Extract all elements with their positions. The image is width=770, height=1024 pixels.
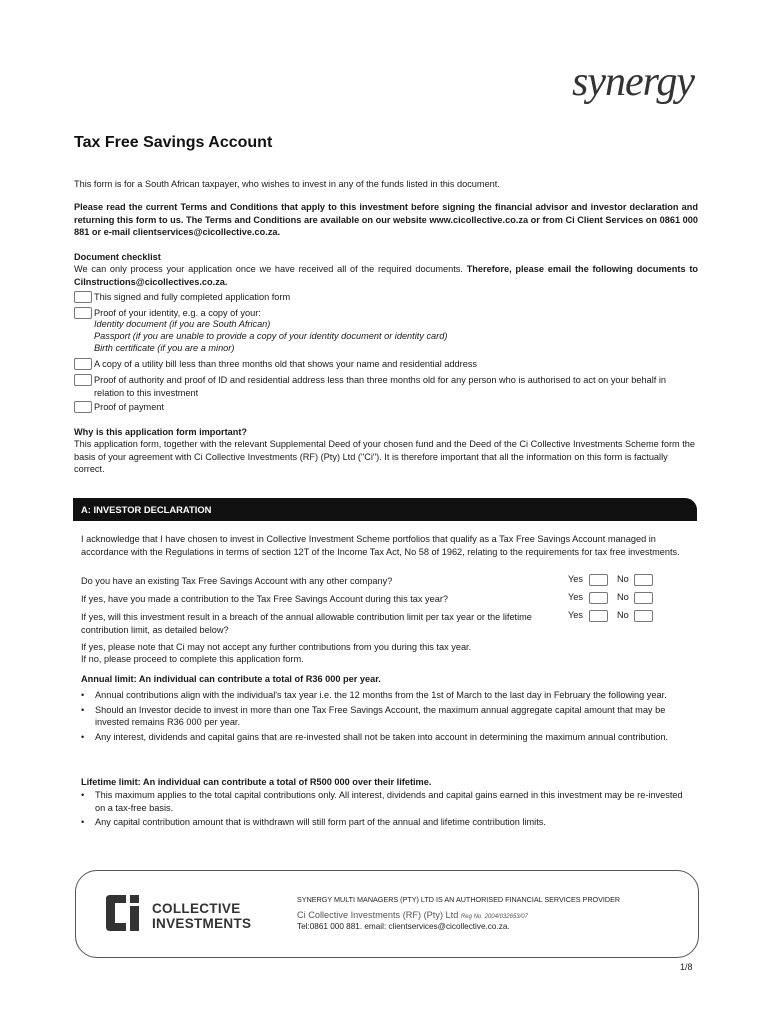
footer-company-line: Ci Collective Investments (RF) (Pty) Ltd Reg No. 2004/032653/07 [297,910,528,920]
page-number: 1/8 [680,962,693,972]
question-breach: If yes, will this investment result in a breach of the annual allowable contribution limit per tax year or the lifetime contribution limit, as detailed below? [81,612,532,635]
checklist-item: This signed and fully completed application form [94,292,291,302]
yes-checkbox-q3[interactable] [589,610,608,622]
page-title: Tax Free Savings Account [74,134,273,151]
section-a-title: A: INVESTOR DECLARATION [81,504,212,515]
yes-label: Yes [568,574,583,584]
checkbox-proof-of-identity[interactable] [74,307,92,319]
section-a-header [73,498,697,521]
no-label: No [617,610,629,620]
why-heading: Why is this application form important? [74,427,248,437]
annual-limit-heading: Annual limit: An individual can contribute a total of R36 000 per year. [81,674,381,684]
checkbox-proof-of-payment[interactable] [74,401,92,413]
checklist-item: Proof of payment [94,402,164,412]
checklist-item: A copy of a utility bill less than three months old that shows your name and residential address [94,359,478,369]
synergy-logo: synergy [572,59,695,105]
yes-label: Yes [568,592,583,602]
no-checkbox-q1[interactable] [634,574,653,586]
intro-text: This form is for a South African taxpayer, who wishes to invest in any of the funds listed in this document. [74,179,500,189]
checklist-heading: Document checklist [74,252,161,262]
list-item: • This maximum applies to the total capital contributions only. All interest, dividends and capital gains earned in this investment may be re-invested on a tax-free basis. [81,789,691,814]
list-item: • Any interest, dividends and capital gains that are re-invested shall not be taken into account in determining the maximum annual contribution. [81,731,681,744]
note-yes: If yes, please note that Ci may not accept any further contributions from you during this tax year. [81,642,472,652]
declaration-ack: I acknowledge that I have chosen to invest in Collective Investment Scheme portfolios that qualify as a Tax Free Savings Account managed in accordance with the Regulations in terms of section 12T of the Income Tax Act, No 58 of 1962, relating to the requirements for tax free investments. [81,534,680,557]
footer-contact-line: Tel:0861 000 881. email: clientservices@cicollective.co.za. [297,922,510,931]
no-label: No [617,592,629,602]
footer-fsp-line: SYNERGY MULTI MANAGERS (PTY) LTD IS AN AUTHORISED FINANCIAL SERVICES PROVIDER [297,895,621,904]
yes-label: Yes [568,610,583,620]
ci-logo-icon [104,893,148,933]
yes-checkbox-q2[interactable] [589,592,608,604]
checklist-subitem: Birth certificate (if you are a minor) [94,343,235,353]
list-item: • Should an Investor decide to invest in more than one Tax Free Savings Account, the maximum annual aggregate capital amount that may be invested remains R36 000 per year. [81,704,681,729]
checkbox-proof-of-authority[interactable] [74,374,92,386]
checklist-subitem: Identity document (if you are South African) [94,319,271,329]
no-label: No [617,574,629,584]
why-body: This application form, together with the relevant Supplemental Deed of your chosen fund and the Deed of the Ci Collective Investments Scheme form the basis of your agreement with Ci Collective Investments (RF) (Pty) Ltd ("Ci"). It is therefore important that all the information on this form is factually correct. [74,439,696,474]
lifetime-limit-list [81,789,691,831]
question-contribution: If yes, have you made a contribution to the Tax Free Savings Account during this tax year? [81,594,449,604]
terms-text: Please read the current Terms and Conditions that apply to this investment before signing the financial advisor and investor declaration and returning this form to us. The Terms and Conditions are available on our website www.cicollective.co.za or from Ci Client Services on 0861 000 881 or e-mail clientservices@cicollective.co.za. [74,202,698,237]
annual-limit-list [81,689,681,745]
checklist-item: Proof of your identity, e.g. a copy of your: [94,308,261,318]
no-checkbox-q3[interactable] [634,610,653,622]
checklist-subitem: Passport (if you are unable to provide a copy of your identity document or identity card) [94,331,448,341]
ci-brand-text: COLLECTIVE INVESTMENTS [152,901,252,931]
checklist-lead: We can only process your application once we have received all of the required documents. Therefore, please email the following documents to CiInstructions@cicollectives.co.za. [74,264,698,287]
note-no: If no, please proceed to complete this application form. [81,654,304,664]
checkbox-utility-bill[interactable] [74,358,92,370]
no-checkbox-q2[interactable] [634,592,653,604]
question-existing-account: Do you have an existing Tax Free Savings Account with any other company? [81,576,393,586]
yes-checkbox-q1[interactable] [589,574,608,586]
checkbox-application-form[interactable] [74,291,92,303]
list-item: • Any capital contribution amount that is withdrawn will still form part of the annual and lifetime contribution limits. [81,816,691,829]
lifetime-limit-heading: Lifetime limit: An individual can contribute a total of R500 000 over their lifetime. [81,777,432,787]
checklist-item: Proof of authority and proof of ID and residential address less than three months old for any person who is authorised to act on your behalf in relation to this investment [94,375,667,398]
list-item: • Annual contributions align with the individual's tax year i.e. the 12 months from the 1st of March to the last day in February the following year. [81,689,681,702]
